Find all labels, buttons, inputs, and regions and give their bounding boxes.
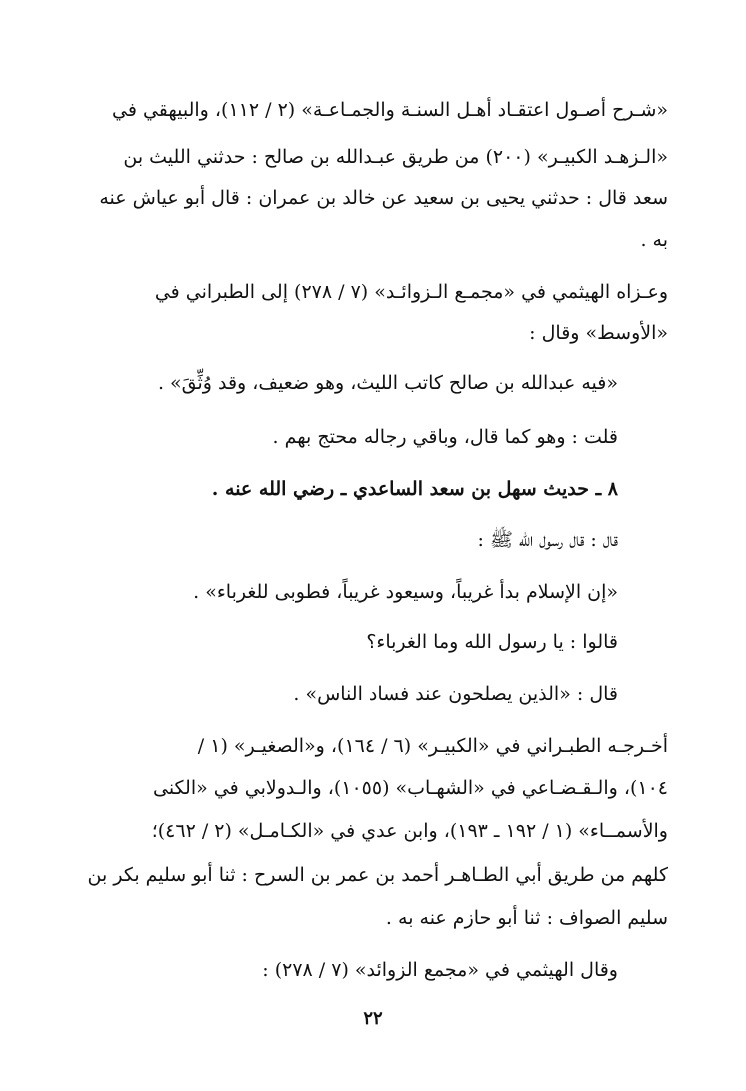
text-line: كلهم من طريق أبي الطـاهـر أحمد بن عمر بن السرح : ثنا أبو سليم بكر بن: [87, 864, 668, 886]
text-line: وقال الهيثمي في «مجمع الزوائد» (٧ / ٢٧٨) :: [262, 959, 618, 981]
text-line: به .: [640, 229, 668, 251]
text-line: قالوا : يا رسول الله وما الغرباء؟: [366, 631, 618, 653]
text-line: ١٠٤)، والـقـضـاعي في «الشهـاب» (١٠٥٥)، والـدولابي في «الكنى: [152, 777, 668, 799]
text-line: سعد قال : حدثني يحيى بن سعيد عن خالد بن عمران : قال أبو عياش عنه: [99, 187, 668, 209]
text-line: أخـرجـه الطبـراني في «الكبيـر» (٦ / ١٦٤)، و«الصغيـر» (١ /: [197, 735, 668, 757]
text-line: سليم الصواف : ثنا أبو حازم عنه به .: [385, 907, 668, 929]
text-line: «شـرح أصـول اعتقـاد أهـل السنـة والجمـاعـة» (٢ / ١١٢)، والبيهقي في: [111, 99, 668, 121]
text-line: «الـزهـد الكبيـر» (٢٠٠) من طريق عبـدالله بن صالح : حدثني الليث بن: [123, 146, 668, 168]
text-line: قال : «الذين يصلحون عند فساد الناس» .: [293, 683, 618, 705]
text-line: «الأوسط» وقال :: [529, 322, 668, 344]
quote-line: «إن الإسلام بدأ غريباً، وسيعود غريباً، فطوبى للغرباء» .: [193, 581, 618, 603]
text-line: قلت : وهو كما قال، وباقي رجاله محتج بهم .: [272, 426, 618, 448]
text-line: والأسمــاء» (١ / ١٩٢ ـ ١٩٣)، وابن عدي في «الكـامـل» (٢ / ٤٦٢)؛: [151, 820, 668, 842]
quote-line: «فيه عبدالله بن صالح كاتب الليث، وهو ضعيف، وقد وُثِّقَ» .: [157, 372, 618, 394]
text-line: وعـزاه الهيثمي في «مجمـع الـزوائـد» (٧ / ٢٧٨) إلى الطبراني في: [154, 281, 668, 303]
text-line: قال : قال رسول الله ﷺ :: [477, 529, 618, 551]
hadith-heading: ٨ ـ حديث سهل بن سعد الساعدي ـ رضي الله عنه .: [211, 478, 618, 500]
page-number: ٢٢: [363, 1008, 383, 1029]
